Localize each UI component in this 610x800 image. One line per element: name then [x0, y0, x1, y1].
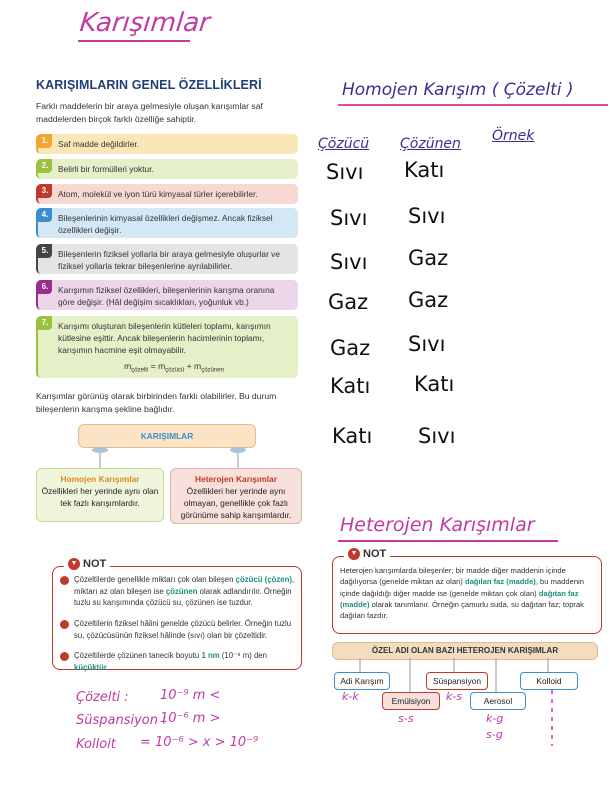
kolloid-dashes — [548, 690, 558, 750]
cell-solvent: Sıvı — [326, 160, 364, 184]
item-text: Atom, molekül ve iyon türü kimyasal türler içerebilirler. — [58, 189, 258, 199]
cell-solute: Gaz — [408, 288, 449, 312]
bullet-icon — [60, 576, 69, 585]
property-item — [36, 280, 298, 310]
hetero-types-header: ÖZEL ADI OLAN BAZI HETEROJEN KARIŞIMLAR — [332, 642, 598, 660]
right-title-underline — [338, 104, 608, 106]
heterogeneous-title: Heterojen Karışımlar — [195, 474, 277, 484]
annotation-emulsiyon: s-s — [398, 712, 414, 725]
item-number: 3. — [38, 184, 52, 198]
property-item — [36, 244, 298, 274]
item-text: Belirli bir formülleri yoktur. — [58, 164, 154, 174]
cell-solvent: Gaz — [330, 336, 371, 360]
diagram-connectors — [30, 446, 310, 470]
cell-solvent: Sıvı — [330, 250, 368, 274]
leaf-aerosol: Aerosol — [470, 692, 526, 710]
cell-solute: Katı — [404, 158, 445, 182]
item-number: 1. — [38, 134, 52, 148]
warning-icon: ▼ — [68, 558, 80, 570]
note-tag-left: ▼ NOT — [64, 558, 110, 570]
column-header-solvent: Çözücü — [318, 136, 370, 152]
note-left-bullet-1: Çözeltilerde genellikle miktarı çok olan bileşen çözücü (çözen), miktarı az olan bileşen ise çözünen olarak adlandırılır. Örneğin tuzlu su karışımında çözücü su, çözünen ise tuzdur. — [74, 574, 296, 609]
item-number: 6. — [38, 280, 52, 294]
cell-solute: Sıvı — [408, 332, 446, 356]
note-tag-right: ▼ NOT — [344, 548, 390, 560]
annotation-suspansiyon: k-s — [446, 690, 463, 703]
item-text: Bileşenlerinin kimyasal özellikleri değişmez. Ancak fiziksel özellikleri değişir. — [58, 213, 273, 235]
mixtures-root-box: KARIŞIMLAR — [78, 424, 256, 448]
item-text: Karışımın fiziksel özellikleri, bileşenlerinin karışma oranına göre değişir. (Hâl değişim sıcaklıkları, yoğunluk vb.) — [58, 285, 275, 307]
property-item — [36, 159, 298, 179]
cell-solvent: Katı — [332, 424, 373, 448]
leaf-emulsiyon: Emülsiyon — [382, 692, 440, 710]
bullet-icon — [60, 652, 69, 661]
annotation-adi: k-k — [342, 690, 359, 703]
homogeneous-title: Homojen Karışımlar — [60, 474, 140, 484]
leaf-suspansiyon: Süspansiyon — [426, 672, 488, 690]
leaf-adi-karisim: Adi Karışım — [334, 672, 390, 690]
right-hetero-underline — [338, 540, 558, 542]
cell-solute: Katı — [414, 372, 455, 396]
item-text: Bileşenlerin fiziksel yollarla bir araya gelmesiyle oluşurlar ve fiziksel yollarla tekrar bileşenlerine ayrılabilirler. — [58, 249, 281, 271]
cell-solvent: Katı — [330, 374, 371, 398]
handwritten-size-value: = 10⁻⁶ > x > 10⁻⁹ — [140, 735, 259, 750]
column-header-solute: Çözünen — [400, 136, 461, 152]
property-item — [36, 208, 298, 238]
leaf-kolloid: Kolloid — [520, 672, 578, 690]
handwritten-size-label: Süspansiyon : — [76, 713, 167, 728]
right-heterogeneous-title: Heterojen Karışımlar — [340, 514, 535, 536]
handwritten-size-value: 10⁻⁹ m < — [160, 688, 221, 703]
handwritten-size-value: 10⁻⁶ m > — [160, 711, 221, 726]
warning-icon: ▼ — [348, 548, 360, 560]
annotation-aerosol-sg: s-g — [486, 728, 503, 741]
column-header-example: Örnek — [492, 128, 535, 144]
right-homogeneous-title: Homojen Karışım ( Çözelti ) — [342, 80, 574, 100]
section-heading: KARIŞIMLARIN GENEL ÖZELLİKLERİ — [36, 78, 262, 92]
property-item — [36, 134, 298, 154]
item-number: 5. — [38, 244, 52, 258]
page-title: Karışımlar — [78, 8, 212, 38]
bullet-icon — [60, 620, 69, 629]
handwritten-size-label: Kolloit — [76, 737, 116, 752]
cell-solvent: Sıvı — [330, 206, 368, 230]
item-text: Karışımı oluşturan bileşenlerin kütleleri toplamı, karışımın kütlesine eşittir. Ancak bileşenlerin hacimlerinin toplamı, karışımın hacmine eşit olmayabilir. — [58, 321, 271, 355]
heterogeneous-text: Özellikleri her yerinde aynı olmayan, genellikle çok fazlı görünüme sahip karışımlardır. — [180, 486, 292, 520]
handwritten-size-label: Çözelti : — [76, 690, 129, 705]
intro-paragraph: Farklı maddelerin bir araya gelmesiyle oluşan karışımlar saf maddelerden birçok farklı özelliğe sahiptir. — [36, 101, 263, 124]
cell-solvent: Gaz — [328, 290, 369, 314]
property-item — [36, 316, 298, 378]
cell-solute: Sıvı — [418, 424, 456, 448]
note-left-bullet-2: Çözeltilerin fiziksel hâlini genelde çözücü belirler. Örneğin tuzlu su, çözücüsünün fiziksel hâlinde (sıvı) olan bir çözeltidir. — [74, 618, 296, 641]
cell-solute: Gaz — [408, 246, 449, 270]
homogeneous-text: Özellikleri her yerinde aynı olan tek fazlı karışımlardır. — [41, 486, 159, 508]
appearance-paragraph: Karışımlar görünüş olarak birbirinden farklı olabilirler. Bu durum bileşenlerin karışma şekline bağlıdır. — [36, 391, 277, 414]
mass-formula: $m_{çözelti} = m_{çözücü} + m_{çözünen}$ — [124, 361, 224, 374]
homogeneous-box — [36, 468, 164, 522]
annotation-aerosol-kg: k-g — [486, 712, 504, 725]
item-number: 7. — [38, 316, 52, 330]
heterogeneous-box — [170, 468, 302, 524]
item-number: 4. — [38, 208, 52, 222]
item-text: Saf madde değildirler. — [58, 139, 140, 149]
title-underline — [78, 40, 190, 42]
note-left-bullet-3: Çözeltilerde çözünen tanecik boyutu 1 nm (10⁻⁹ m) den küçüktür. — [74, 650, 296, 673]
property-item — [36, 184, 298, 204]
cell-solute: Sıvı — [408, 204, 446, 228]
item-number: 2. — [38, 159, 52, 173]
note-right-text: Heterojen karışımlarda bileşenler; bir madde diğer maddenin içinde dağılıyorsa (genelde miktarı az olan) dağılan faz (madde), bu maddenin içinde dağıldığı diğer madde ise (genelde miktarı çok olan) dağıtan faz (madde) olarak tanımlanır. Örneğin çamurlu suda, su dağıtan faz; toprak dağılan fazdır. — [340, 566, 584, 621]
